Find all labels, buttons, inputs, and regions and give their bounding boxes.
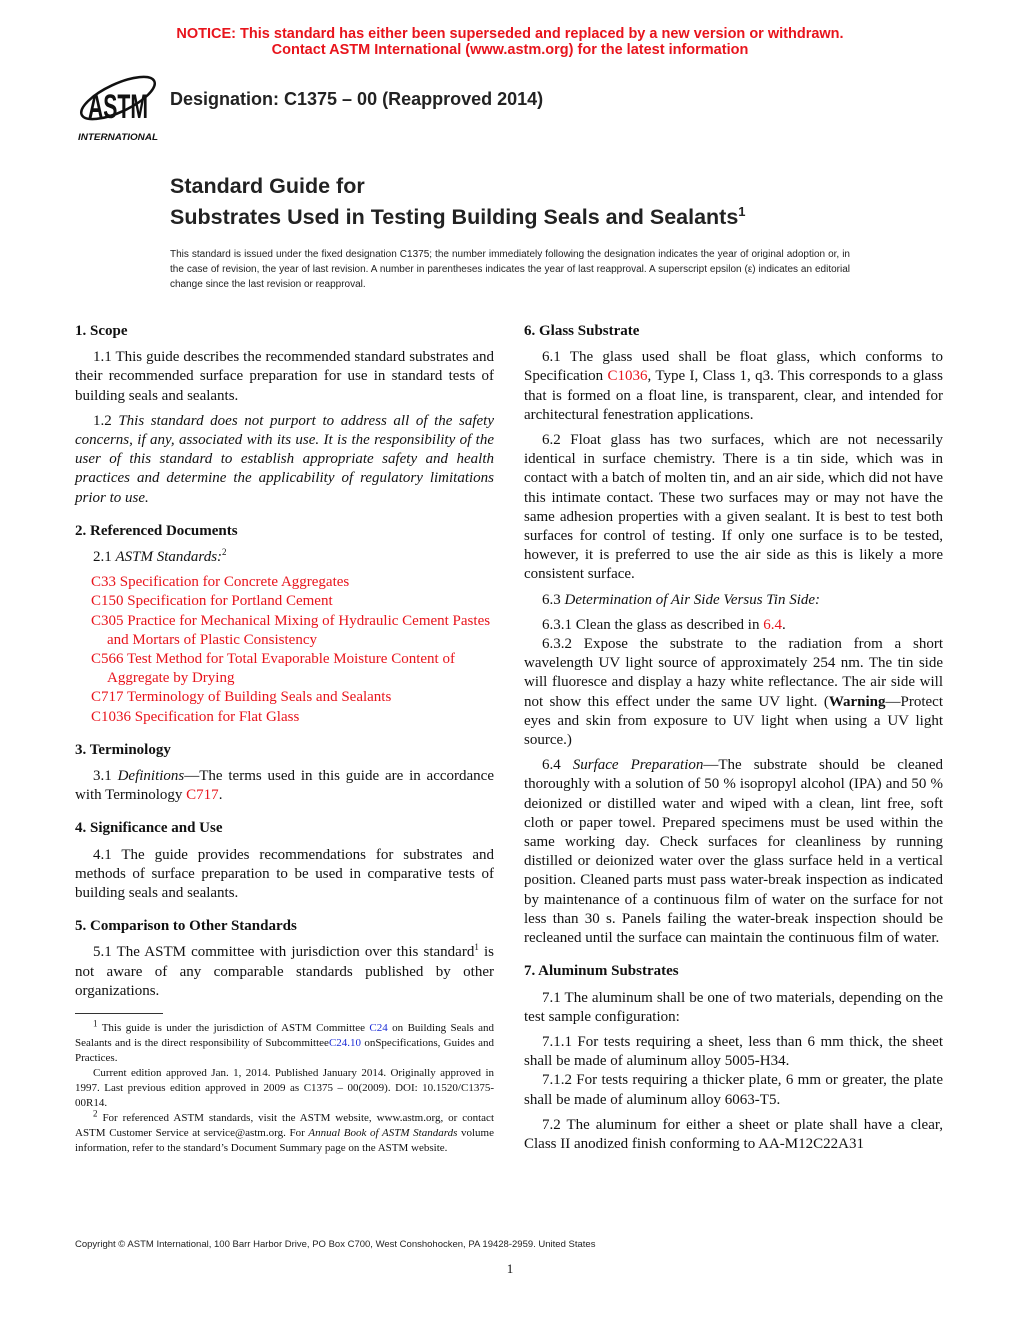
section xyxy=(524,962,943,1154)
section-heading: 4. Significance and Use xyxy=(75,820,223,837)
paragraph xyxy=(524,348,943,425)
text-run: , Type I, Class 1, q3. This corresponds to a glass that is formed on a float line, is transparent, clear, and intended for architectural fenestration applications. xyxy=(524,368,943,423)
reference-item xyxy=(75,708,494,727)
footnote-divider xyxy=(75,1013,163,1014)
text-run: —The substrate should be cleaned thoroughly with a solution of 50 % isopropyl alcohol (IPA) and 50 % deionized or distilled water and wiped with a clean, lint free, soft cloth or paper towel. Prepared specimens must be used within the same working day. Check surfaces for cleanliness by running distilled or deionized water over the glass surface held in a vertical position. Cleaned parts must pass water-break inspection as indicated by maintenance of a continuous film of water on the surface for not less than 30 s. Panels failing the water-break inspection should be recleaned until the surface can maintain the continuous film of water. xyxy=(524,757,944,947)
footnote-mark: 1 xyxy=(93,1018,98,1029)
text-run: Definitions xyxy=(117,768,185,785)
text-run: This guide is under the jurisdiction of ASTM Committee xyxy=(97,1022,370,1034)
footnotes xyxy=(75,1018,495,1156)
text-run: is not aware of any comparable standards published by other organizations. xyxy=(75,944,495,999)
reference-link[interactable]: C717 Terminology of Building Seals and Sealants xyxy=(91,689,392,706)
reference-link[interactable]: C305 Practice for Mechanical Mixing of Hydraulic Cement Pastes and Mortars of Plastic Consistency xyxy=(91,612,491,648)
section-heading: 2. Referenced Documents xyxy=(75,522,238,539)
text-run: 7.2 The aluminum for either a sheet or plate shall have a clear, Class II anodized finish conforming to AA-M12C22A31 xyxy=(524,1116,943,1152)
logo-subtext: INTERNATIONAL xyxy=(78,132,159,143)
title-footnote-mark: 1 xyxy=(738,204,746,219)
section-heading: 3. Terminology xyxy=(75,741,171,758)
page-number: 1 xyxy=(506,1261,514,1276)
text-run: Warning xyxy=(828,693,886,710)
right-column xyxy=(524,322,943,1168)
document-title xyxy=(170,173,746,230)
text-run: 6.4 xyxy=(542,757,573,774)
astm-logo xyxy=(76,66,160,144)
paragraph xyxy=(75,943,494,1001)
reference-link[interactable]: C24 xyxy=(369,1022,388,1034)
paragraph xyxy=(524,591,943,610)
text-run: 6.3.1 Clean the glass as described in xyxy=(542,616,764,633)
paragraph xyxy=(75,846,494,904)
section-heading: 5. Comparison to Other Standards xyxy=(75,918,297,935)
paragraph xyxy=(75,767,494,805)
text-run: 6.2 Float glass has two surfaces, which are not necessarily identical in surface chemistry. There is a tin side, which was in contact with a batch of molten tin, and an air side, which did not have this intimate contact. These two surfaces may or may not have the same adhesion properties with a given sealant. It is best to test both surfaces for control of testing. If only one surface is to be tested, however, it is preferred to use the air side as this is likely a more consistent surface. xyxy=(524,432,943,583)
footnote-mark: 1 xyxy=(474,942,479,953)
reference-item xyxy=(75,592,494,611)
text-run: 2.1 xyxy=(93,549,116,566)
text-run: Surface Preparation xyxy=(572,757,704,774)
reference-item xyxy=(75,573,494,592)
text-run: volume information, refer to the standard’s Document Summary page on the ASTM website. xyxy=(75,1127,494,1154)
notice-line-1: NOTICE: This standard has either been superseded and replaced by a new version or withdrawn. xyxy=(176,26,844,42)
section-heading: 6. Glass Substrate xyxy=(524,323,640,339)
section-heading: 7. Aluminum Substrates xyxy=(524,963,679,980)
text-run: onSpecifications, Guides and Practices. xyxy=(75,1037,494,1064)
text-run: Determination of Air Side Versus Tin Side: xyxy=(564,591,821,608)
section xyxy=(75,741,494,806)
text-run: This standard does not purport to address all of the safety concerns, if any, associated with its use. It is the responsibility of the user of this standard to establish appropriate safety and health practices and determine the applicability of regulatory limitations prior to use. xyxy=(75,412,495,506)
notice-line-2: Contact ASTM International (www.astm.org) for the latest information xyxy=(271,42,749,58)
text-run: 6.1 The glass used shall be float glass, which conforms to Specification xyxy=(524,349,943,385)
paragraph xyxy=(75,548,494,567)
section-heading: 1. Scope xyxy=(75,323,128,339)
designation: Designation: C1375 – 00 (Reapproved 2014) xyxy=(170,89,544,109)
logo-text: ASTM xyxy=(88,88,148,126)
paragraph xyxy=(524,756,943,948)
text-run: 6.3 xyxy=(542,591,565,608)
section xyxy=(524,322,943,948)
paragraph xyxy=(75,348,494,406)
paragraph xyxy=(524,1071,943,1109)
text-run: on Building Seals and Sealants and is the direct responsibility of Subcommittee xyxy=(75,1022,495,1049)
section xyxy=(75,917,494,1001)
text-run: 5.1 The ASTM committee with jurisdiction over this standard xyxy=(93,944,475,961)
footnote xyxy=(75,1018,495,1066)
text-run: Annual Book of ASTM Standards xyxy=(308,1127,458,1139)
reference-link[interactable]: C24.10 xyxy=(328,1037,362,1049)
text-run: Current edition approved Jan. 1, 2014. Published January 2014. Originally approved in 1997. Last previous edition approved in 2009 as C1375 – 00(2009). DOI: 10.1520/C1375-00R14. xyxy=(75,1067,494,1109)
text-run: 7.1.2 For tests requiring a thicker plate, 6 mm or greater, the plate shall be made of aluminum alloy 6063-T5. xyxy=(524,1072,943,1108)
text-run: . xyxy=(781,616,786,633)
text-run: 7.1.1 For tests requiring a sheet, less than 6 mm thick, the sheet shall be made of aluminum alloy 5005-H34. xyxy=(524,1033,943,1070)
title-line-1: Standard Guide for xyxy=(170,174,365,198)
text-run: —The terms used in this guide are in accordance with Terminology xyxy=(75,768,495,804)
reference-link[interactable]: C566 Test Method for Total Evaporable Moisture Content of Aggregate by Drying xyxy=(91,651,455,687)
reference-link[interactable]: 6.4 xyxy=(763,616,782,633)
text-run: 3.1 xyxy=(93,768,118,785)
footnote-mark: 2 xyxy=(93,1108,98,1119)
paragraph xyxy=(524,616,943,635)
text-run: . xyxy=(218,787,223,804)
section xyxy=(75,819,494,903)
footnote xyxy=(75,1066,494,1111)
paragraph xyxy=(524,1033,943,1071)
issuance-note: This standard is issued under the fixed designation C1375; the number immediately following the designation indicates the year of original adoption or, in the case of revision, the year of last revision. A number in parentheses indicates the year of last reapproval. A superscript epsilon (ε) indicates an editorial change since the last revision or reapproval. xyxy=(170,249,850,290)
reference-link[interactable]: C33 Specification for Concrete Aggregates xyxy=(91,574,350,591)
reference-link[interactable]: C1036 Specification for Flat Glass xyxy=(91,708,300,725)
text-run: 6.3.2 Expose the substrate to the radiation from a short wavelength UV light source of approximately 254 nm. The tin side will fluoresce and display a hazy white reflectance. The air side will not show this effect under the same UV light. ( xyxy=(524,636,943,710)
reference-item xyxy=(75,612,494,650)
section xyxy=(75,522,494,727)
paragraph xyxy=(524,1116,943,1154)
reference-link[interactable]: C717 xyxy=(186,787,219,804)
title-line-2: Substrates Used in Testing Building Seals and Sealants xyxy=(170,205,739,230)
text-run: 1.1 This guide describes the recommended standard substrates and their recommended surface preparation for use in standard tests of building seals and sealants. xyxy=(75,349,494,404)
section xyxy=(75,322,494,508)
footnote xyxy=(75,1108,494,1156)
paragraph xyxy=(75,412,494,508)
text-run: ASTM Standards: xyxy=(115,549,223,566)
text-run: 1.2 xyxy=(93,412,119,429)
paragraph xyxy=(524,989,943,1027)
text-run: For referenced ASTM standards, visit the ASTM website, www.astm.org, or contact ASTM Customer Service at service@astm.org. For xyxy=(75,1112,494,1139)
reference-item xyxy=(75,688,494,707)
reference-link[interactable]: C150 Specification for Portland Cement xyxy=(91,593,333,610)
paragraph xyxy=(524,635,943,750)
reference-link[interactable]: C1036 xyxy=(607,368,648,385)
left-column xyxy=(75,322,494,1015)
withdrawn-notice xyxy=(0,26,1020,58)
text-run: 4.1 The guide provides recommendations for substrates and methods of surface preparation to be used in comparative tests of building seals and sealants. xyxy=(75,846,494,902)
paragraph xyxy=(524,431,943,585)
text-run: —Protect eyes and skin from exposure to UV light when using a UV light source.) xyxy=(524,693,943,749)
footnote-mark: 2 xyxy=(222,547,227,558)
reference-item xyxy=(75,650,494,688)
text-run: 7.1 The aluminum shall be one of two materials, depending on the test sample configuration: xyxy=(524,989,943,1025)
copyright: Copyright © ASTM International, 100 Barr Harbor Drive, PO Box C700, West Conshohocken, PA 19428-2959. United States xyxy=(75,1239,596,1250)
